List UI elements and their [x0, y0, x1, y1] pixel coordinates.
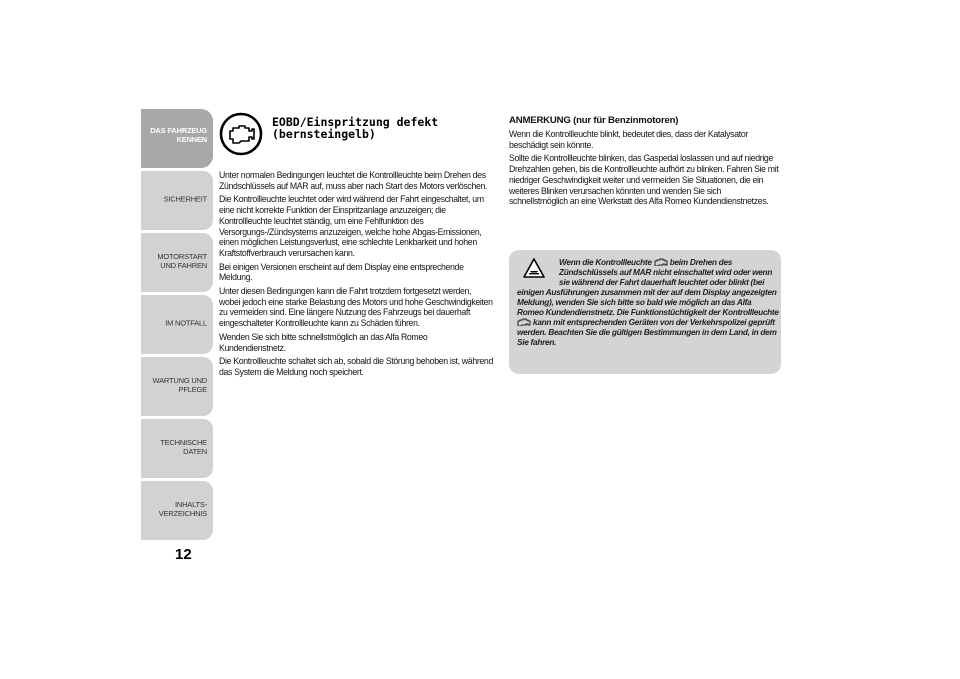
note-heading: ANMERKUNG (nur für Benzinmotoren): [509, 115, 679, 126]
note-paragraph: Sollte die Kontrollleuchte blinken, das Gaspedal loslassen und auf niedrige Drehzahlen gehen, bis die Kontrollleuchte aufhört zu blinken. Fahren Sie mit niedriger Geschwindigkeit weiter und vermeiden Sie Situationen, die ein weiteres Blinken verursachen könnten und wenden Sie sich schnellstmöglich an eine Werkstatt des Alfa Romeo Kundendienstnetzes.: [509, 152, 779, 207]
tab-motorstart-und-fahren[interactable]: [141, 233, 213, 292]
section-paragraph: Die Kontrollleuchte schaltet sich ab, sobald die Störung behoben ist, während das System die Meldung noch speichert.: [219, 355, 493, 377]
chapter-sidebar: [141, 109, 213, 543]
engine-check-icon: [654, 258, 668, 266]
main-section: [219, 112, 495, 381]
tab-technische-daten[interactable]: [141, 419, 213, 478]
warning-text-part: Wenn die Kontrollleuchte: [559, 257, 652, 267]
engine-check-icon: [219, 112, 263, 156]
tab-im-notfall[interactable]: [141, 295, 213, 354]
tab-label: IM NOTFALL: [165, 318, 207, 328]
section-paragraph: Unter diesen Bedingungen kann die Fahrt trotzdem fortgesetzt werden, wobei jedoch eine starke Belastung des Motors und hohe Geschwindigkeiten zu vermeiden sind. Eine längere Nutzung des Fahrzeugs bei dauerhaft eingeschalteter Kontrollleuchte kann zu Schäden führen.: [219, 285, 493, 329]
warning-text-part: beim Drehen des Zündschlüssels auf MAR nicht einschaltet wird oder wenn sie während der Fahrt dauerhaft leuchtet oder blinkt (bei: [559, 257, 773, 287]
section-paragraph: Wenden Sie sich bitte schnellstmöglich an das Alfa Romeo Kundendienstnetz.: [219, 330, 428, 353]
tab-label: WARTUNG UND PFLEGE: [152, 376, 207, 394]
tab-sicherheit[interactable]: [141, 171, 213, 230]
tab-label: INHALTS-VERZEICHNIS: [158, 500, 207, 518]
note-section: [509, 115, 781, 210]
tab-label: TECHNISCHE DATEN: [160, 438, 207, 456]
page-number: 12: [175, 546, 192, 563]
engine-check-icon: [517, 318, 531, 326]
section-paragraph: Unter normalen Bedingungen leuchtet die Kontrollleuchte beim Drehen des Zündschlüssels auf MAR auf, muss aber nach Start des Motors verlöschen.: [219, 169, 488, 191]
section-paragraph: Bei einigen Versionen erscheint auf dem Display eine entsprechende Meldung.: [219, 260, 464, 283]
tab-inhaltsverzeichnis[interactable]: [141, 481, 213, 540]
note-paragraph: Wenn die Kontrollleuchte blinkt, bedeutet dies, dass der Katalysator beschädigt sein könnte.: [509, 128, 748, 150]
tab-label: MOTORSTART UND FAHREN: [157, 252, 207, 270]
section-header: [219, 112, 495, 170]
section-paragraph: Die Kontrollleuchte leuchtet oder wird während der Fahrt eingeschaltet, um eine nicht korrekte Funktion der Einspritzanlage anzuzeigen; die Kontrollleuchte leuchtet ständig, um eine Fehlfunktion des Versorgungs-/Zündsystems anzuzeigen, welche hohe Abgas-Emissionen, einen möglichen Leistungsverlust, eine schlechte Lenkbarkeit und hohen Kraftstoffverbrauch verursachen kann.: [219, 193, 484, 258]
tab-label: SICHERHEIT: [163, 194, 207, 204]
warning-text-part: kann mit entsprechenden Geräten von der Verkehrspolizei geprüft werden. Beachten Sie die gültigen Bestimmungen in dem Land, in dem Sie fahren.: [517, 317, 777, 347]
warning-text-part: einigen Ausführungen zusammen mit der auf dem Display angezeigten Meldung), wenden Sie sich bitte so bald wie möglich an das Alfa Romeo Kundendienstnetz. Die Funktionstüchtigkeit der Kontrollleuchte: [517, 287, 779, 317]
section-title: EOBD/Einspritzung defekt (bernsteingelb): [272, 115, 439, 141]
tab-wartung-und-pflege[interactable]: [141, 357, 213, 416]
tab-das-fahrzeug-kennen[interactable]: [141, 109, 213, 168]
warning-text: [517, 257, 779, 347]
warning-box: [509, 250, 781, 374]
tab-label: DAS FAHRZEUG KENNEN: [150, 126, 207, 144]
